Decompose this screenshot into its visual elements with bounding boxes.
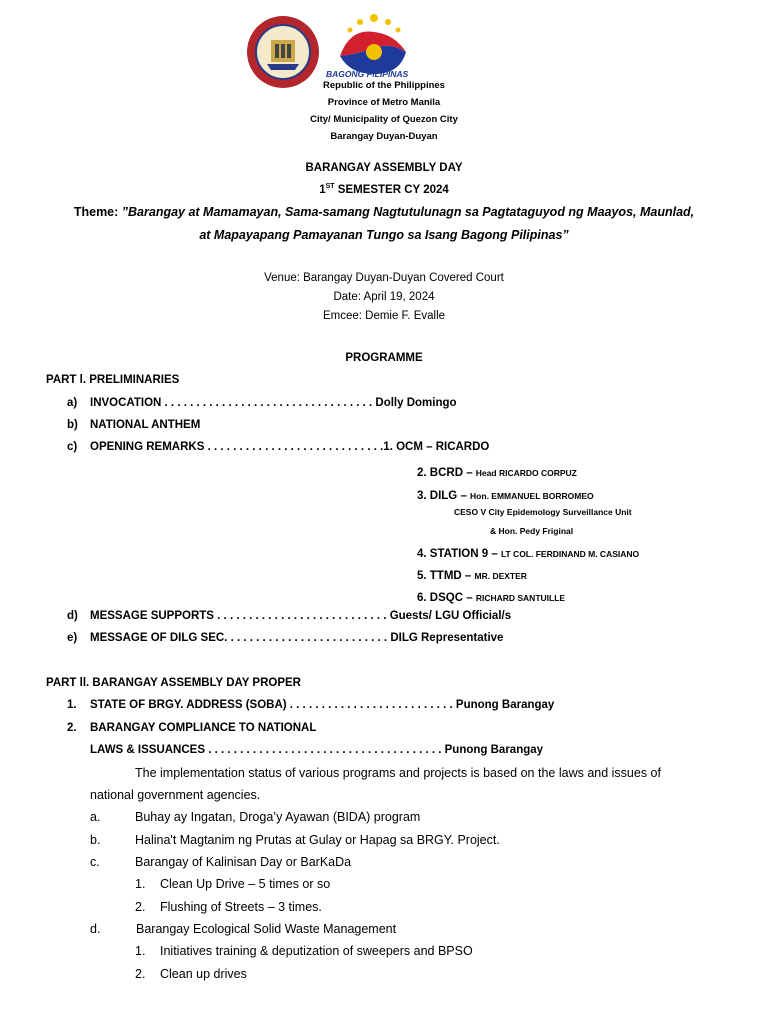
part1-item-message-supports: MESSAGE SUPPORTS . . . . . . . . . . . . . . . . . . . . . . . . . . . Guests/ LGU Official/s xyxy=(90,610,512,622)
event-emcee: Emcee: Demie F. Evalle xyxy=(322,310,446,322)
part2-heading: PART ll. BARANGAY ASSEMBLY DAY PROPER xyxy=(46,677,301,689)
event-venue: Venue: Barangay Duyan-Duyan Covered Court xyxy=(264,272,504,284)
event-theme-line2: at Mapayapang Pamayanan Tungo sa Isang Bagong Pilipinas” xyxy=(199,228,569,242)
part1-item-invocation: INVOCATION . . . . . . . . . . . . . . . . . . . . . . . . . . . . . . . . . Dolly Domingo xyxy=(90,397,457,409)
programme-heading: PROGRAMME xyxy=(345,352,423,364)
remark-detail: LT COL. FERDINAND M. CASIANO xyxy=(500,549,640,559)
header-line-republic: Republic of the Philippines xyxy=(323,80,445,91)
part1-item-anthem: NATIONAL ANTHEM xyxy=(90,419,201,431)
remark-detail: RICHARD SANTUILLE xyxy=(475,593,566,603)
header-line-barangay: Barangay Duyan-Duyan xyxy=(330,131,438,142)
part1-item-letter: c) xyxy=(67,441,78,453)
remark-dsqc xyxy=(417,588,565,606)
remark-main: 5. TTMD – xyxy=(417,570,475,582)
remark-detail: Hon. EMMANUEL BORROMEO xyxy=(470,491,594,501)
part2-item-compliance: BARANGAY COMPLIANCE TO NATIONAL xyxy=(90,722,317,734)
remark-main: 3. DILG – xyxy=(417,490,471,502)
part1-item-opening-remarks: OPENING REMARKS . . . . . . . . . . . . . . . . . . . . . . . . . . . .1. OCM – RICARDO xyxy=(90,441,490,453)
remark-dilg-ceso: CESO V City Epidemology Surveillance Unit xyxy=(454,507,632,517)
remark-dilg xyxy=(417,486,594,504)
semester-suffix: ST xyxy=(325,183,335,190)
subitem-clean-up-drive: Clean Up Drive – 5 times or so xyxy=(160,877,331,891)
header-line-province: Province of Metro Manila xyxy=(327,97,441,108)
remark-main: 6. DSQC – xyxy=(417,592,476,604)
event-title: BARANGAY ASSEMBLY DAY xyxy=(305,162,463,174)
semester-number: 1 xyxy=(319,183,326,196)
subitem-hapag: Halina't Magtanim ng Prutas at Gulay or Hapag sa BRGY. Project. xyxy=(135,833,500,847)
remark-ttmd xyxy=(417,566,527,584)
part1-item-letter: e) xyxy=(67,632,78,644)
part2-paragraph-line2: national government agencies. xyxy=(90,788,261,802)
part2-item-soba: STATE OF BRGY. ADDRESS (SOBA) . . . . . . . . . . . . . . . . . . . . . . . . . . Punong Barangay xyxy=(90,699,555,711)
part2-item-compliance-line2: LAWS & ISSUANCES . . . . . . . . . . . . . . . . . . . . . . . . . . . . . . . . . . . . . Punong Barangay xyxy=(90,744,544,756)
part1-item-letter: b) xyxy=(67,419,78,431)
bagong-pilipinas-logo-label: BAGONG PILIPINAS xyxy=(326,69,409,79)
event-semester xyxy=(0,183,768,196)
theme-label: Theme: xyxy=(73,205,122,219)
subitem-bida: Buhay ay Ingatan, Droga’y Ayawan (BIDA) program xyxy=(135,810,421,824)
part2-paragraph-line1: The implementation status of various programs and projects is based on the laws and issues of xyxy=(135,766,661,780)
subitem-number: 2. xyxy=(135,900,146,914)
subitem-number: 2. xyxy=(135,967,146,981)
subitem-number: 1. xyxy=(135,877,146,891)
semester-rest: SEMESTER CY 2024 xyxy=(334,183,449,196)
remark-dilg-pedy: & Hon. Pedy Friginal xyxy=(490,526,574,536)
remark-detail: MR. DEXTER xyxy=(474,571,527,581)
subitem-letter: b. xyxy=(90,833,101,847)
subitem-letter: a. xyxy=(90,810,101,824)
subitem-training: Initiatives training & deputization of sweepers and BPSO xyxy=(160,944,473,958)
part1-item-letter: a) xyxy=(67,397,78,409)
remark-station9 xyxy=(417,544,639,562)
remark-main: 2. BCRD – xyxy=(417,467,476,479)
subitem-number: 1. xyxy=(135,944,146,958)
event-date: Date: April 19, 2024 xyxy=(333,291,435,303)
remark-detail: Head RICARDO CORPUZ xyxy=(475,468,577,478)
remark-bcrd xyxy=(417,463,577,481)
subitem-letter: c. xyxy=(90,855,100,869)
part1-item-letter: d) xyxy=(67,610,78,622)
subitem-clean-up-drives: Clean up drives xyxy=(160,967,247,981)
remark-main: 4. STATION 9 – xyxy=(417,548,501,560)
subitem-solid-waste: Barangay Ecological Solid Waste Management xyxy=(136,922,397,936)
part2-item-number: 2. xyxy=(67,722,77,734)
event-theme-line1 xyxy=(0,205,768,219)
part1-item-dilg-message: MESSAGE OF DILG SEC. . . . . . . . . . . . . . . . . . . . . . . . . . DILG Representative xyxy=(90,632,504,644)
subitem-flushing: Flushing of Streets – 3 times. xyxy=(160,900,322,914)
header-line-city: City/ Municipality of Quezon City xyxy=(310,114,458,125)
theme-text-1: ”Barangay at Mamamayan, Sama-samang Nagtutulunagn sa Pagtataguyod ng Maayos, Maunlad, xyxy=(121,205,695,219)
subitem-barkada: Barangay of Kalinisan Day or BarKaDa xyxy=(135,855,352,869)
barangay-seal-logo xyxy=(245,14,321,90)
part2-item-number: 1. xyxy=(67,699,77,711)
part1-heading: PART l. PRELIMINARIES xyxy=(46,374,180,386)
subitem-letter: d. xyxy=(90,922,101,936)
